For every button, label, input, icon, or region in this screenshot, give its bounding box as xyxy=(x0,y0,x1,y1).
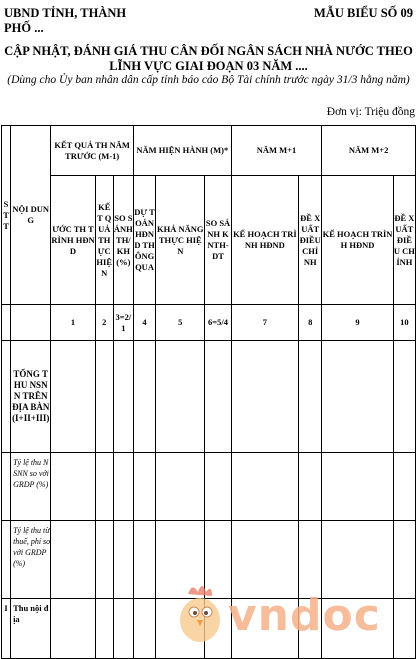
column-number: 2 xyxy=(95,305,113,341)
row-stt: I xyxy=(2,599,11,659)
row-label: Thu nội địa xyxy=(11,599,51,659)
subheader-6: SO SÁNH KNTH-DT xyxy=(205,176,231,305)
column-number: 7 xyxy=(231,305,298,341)
row-label: TỔNG THU NSNN TRÊN ĐỊA BÀN (I+II+III) xyxy=(11,341,51,453)
watermark xyxy=(170,578,410,648)
subheader-1: ƯỚC TH TRÌNH HĐND xyxy=(51,176,95,305)
column-number: 6=5/4 xyxy=(205,305,231,341)
title-line-1: CẬP NHẬT, ĐÁNH GIÁ THU CÂN ĐỐI NGÂN SÁCH NHÀ NƯỚC THEO xyxy=(4,44,413,58)
column-number: 9 xyxy=(322,305,394,341)
header-stt: STT xyxy=(2,126,11,305)
subheader-4: DỰ TOÁN HĐND THÔNG QUA xyxy=(133,176,155,305)
number-cell xyxy=(11,305,51,341)
form-number: MẪU BIỂU SỐ 09 xyxy=(314,6,413,20)
group-prev-year: KẾT QUẢ TH NĂM TRƯỚC (M-1) xyxy=(51,126,134,176)
number-cell xyxy=(2,305,11,341)
header-content: NỘI DUNG xyxy=(11,126,51,305)
row-stt xyxy=(2,453,11,521)
document-subtitle: (Dùng cho Ủy ban nhân dân cấp tỉnh báo cáo Bộ Tài chính trước ngày 31/3 hằng năm) xyxy=(7,74,410,86)
unit-label: Đơn vị: Triệu đồng xyxy=(326,106,415,118)
row-label: Tỷ lệ thu NSNN so với GRDP (%) xyxy=(11,453,51,521)
subheader-10: ĐỀ XUẤT ĐIỀU CHỈNH xyxy=(393,176,415,305)
column-number: 1 xyxy=(51,305,95,341)
chicken-mascot-icon xyxy=(170,578,230,648)
group-year-m1: NĂM M+1 xyxy=(231,126,322,176)
row-label: Tỷ lệ thu từ thuế, phí so với GRDP(%) xyxy=(11,521,51,599)
column-number: 8 xyxy=(299,305,322,341)
column-number: 3=2/1 xyxy=(113,305,133,341)
group-current-year: NĂM HIỆN HÀNH (M)* xyxy=(133,126,231,176)
subheader-8: ĐỀ XUẤT ĐIỀU CHỈNH xyxy=(299,176,322,305)
table-row xyxy=(2,341,416,453)
column-number: 4 xyxy=(133,305,155,341)
document-title xyxy=(0,44,417,74)
subheader-9: KẾ HOẠCH TRÌNH HĐND xyxy=(322,176,394,305)
subheader-3: SO SÁNH TH/KH (%) xyxy=(113,176,133,305)
row-stt xyxy=(2,521,11,599)
column-number: 10 xyxy=(393,305,415,341)
agency-line-2: PHỐ ... xyxy=(4,21,44,35)
row-stt xyxy=(2,341,11,453)
column-number: 5 xyxy=(156,305,205,341)
table-row xyxy=(2,453,416,521)
subheader-2: KẾT QUẢ THỰC HIỆN xyxy=(95,176,113,305)
agency-header xyxy=(4,6,154,36)
title-line-2: LĨNH VỰC GIAI ĐOẠN 03 NĂM .... xyxy=(109,59,308,73)
watermark-text: vndoc xyxy=(228,590,381,641)
group-year-m2: NĂM M+2 xyxy=(322,126,416,176)
subheader-5: KHẢ NĂNG THỰC HIỆN xyxy=(156,176,205,305)
agency-line-1: UBND TỈNH, THÀNH xyxy=(4,6,127,20)
subheader-7: KẾ HOẠCH TRÌNH HĐND xyxy=(231,176,298,305)
